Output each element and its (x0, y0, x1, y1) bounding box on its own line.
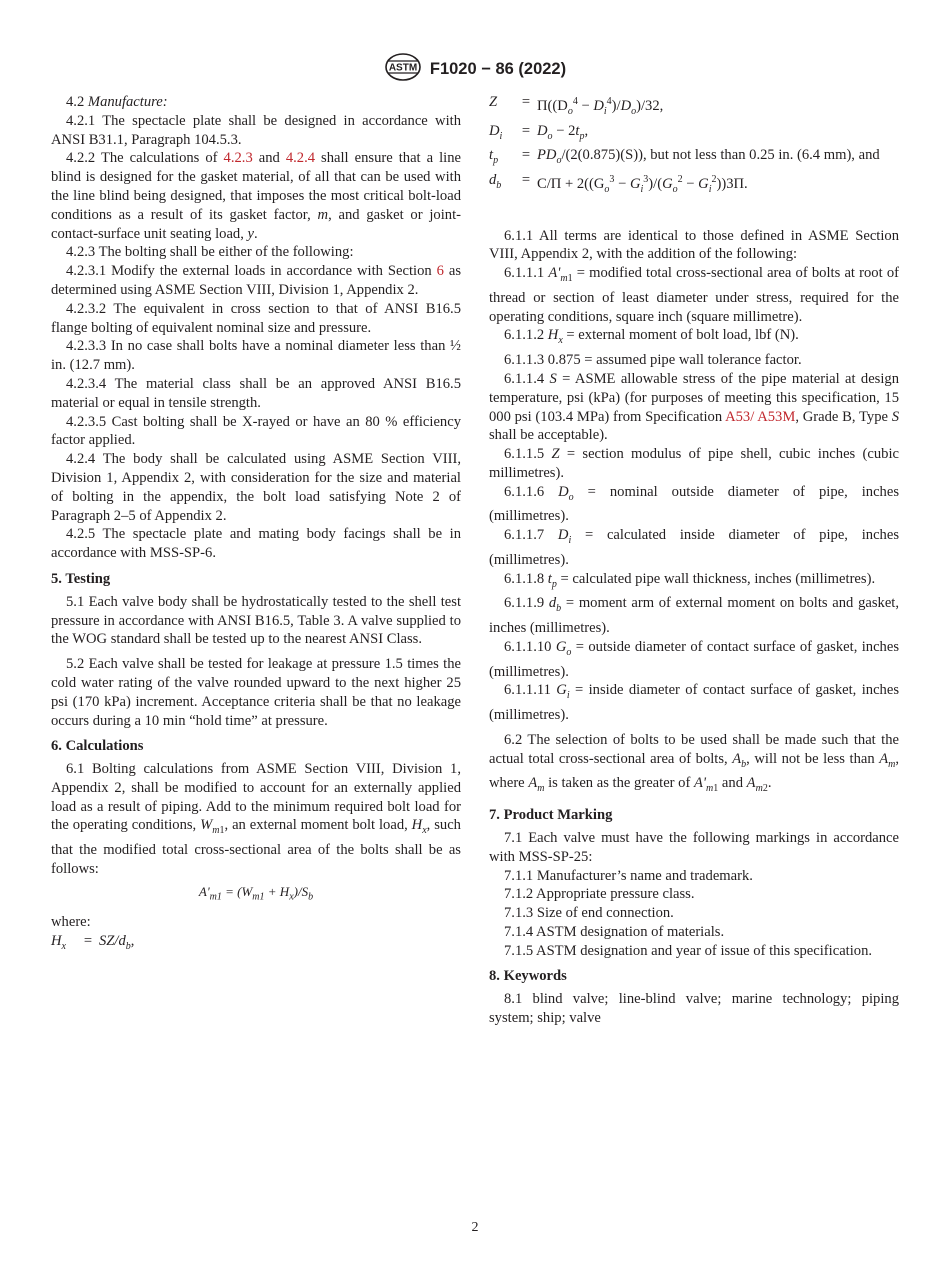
para-6-1-1-9: 6.1.1.9 $d_b$ = moment arm of external moment on bolts and gasket, inches (millimetres). (489, 595, 900, 637)
para-5-2: 5.2 Each valve shall be tested for leakage at pressure 1.5 times the cold water rating of the valve rounded upward to the next higher 25 psi (170 kPa) increment. Acceptance criteria shall be that no leakage occurs during a 10 min “hold time” at pressure. (51, 656, 461, 729)
para-4-2-1: 4.2.1 The spectacle plate shall be designed in accordance with ANSI B31.1, Paragraph 104.5.3. (51, 112, 461, 148)
designation-title: F1020 − 86 (2022) (429, 60, 567, 78)
para-6-1: 6.1 Bolting calculations from ASME Section VIII, Division 1, Appendix 2, shall be modified to account for an externally applied load as a result of piping. Add to the minimum required bolt load for the operating conditions, $W_{m1}$, an external moment bolt load, $H_x$, such that the modified total cross-sectional area of the bolts shall be as follows: (51, 761, 461, 877)
para-7-1-2: 7.1.2 Appropriate pressure class. (504, 886, 695, 903)
def-db: $d_b$ = $C/\Pi + 2((G_o^3 - G_i^3)/(G_o^2 - G_i^2))3\Pi$. (489, 171, 748, 195)
para-6-1-1-7: 6.1.1.7 $D_i$ = calculated inside diameter of pipe, inches (millimetres). (489, 527, 899, 568)
para-6-1-1-2: 6.1.1.2 $H_x$ = external moment of bolt load, lbf (N). (504, 327, 799, 347)
para-6-1-1: 6.1.1 All terms are identical to those defined in ASME Section VIII, Appendix 2, with the addition of the following: (489, 227, 899, 263)
para-7-1: 7.1 Each valve must have the following markings in accordance with MSS-SP-25: (489, 829, 899, 865)
para-4-2-3-5: 4.2.3.5 Cast bolting shall be X-rayed or have an 80 % efficiency factor applied. (51, 413, 461, 449)
para-8-1: 8.1 blind valve; line-blind valve; marine technology; piping system; ship; valve (489, 991, 899, 1027)
para-6-1-1-6: 6.1.1.6 $D_o$ = nominal outside diameter of pipe, inches (millimetres). (489, 483, 900, 525)
def-z: Z = $\Pi((D_o^4 - D_i^4)/D_o)/32$, (489, 94, 664, 117)
para-6-1-1-4: 6.1.1.4 S = ASME allowable stress of the pipe material at design temperature, psi (kPa) (for purposes of meeting this specification, 15 000 psi (103.4 MPa) from Specification A53/ A53M, Grade B, Type S shall be acceptable). (489, 370, 900, 444)
def-di: $D_i$ = $D_o - 2t_p$, (489, 122, 589, 142)
para-4-2-3: 4.2.3 The bolting shall be either of the following: (66, 244, 354, 261)
ref-link-4-2-3[interactable]: 4.2.3 (223, 150, 253, 167)
definitions-right (489, 93, 899, 200)
para-6-1-1-10: 6.1.1.10 $G_o$ = outside diameter of contact surface of gasket, inches (millimetres). (489, 638, 900, 680)
para-4-2-4: 4.2.4 The body shall be calculated using ASME Section VIII, Division 1, Appendix 2, with consideration for the size and material of bolting in the appendix, the bolt load satisfying Note 2 of Paragraph 2–5 of Appendix 2. (51, 451, 461, 524)
para-4-2-3-1: 4.2.3.1 Modify the external loads in accordance with Section 6 as determined using ASME Section VIII, Division 1, Appendix 2. (51, 263, 461, 298)
para-7-1-5: 7.1.5 ASTM designation and year of issue of this specification. (504, 942, 873, 959)
astm-logo-icon (384, 52, 422, 87)
ref-link-section-6[interactable]: 6 (436, 263, 444, 280)
para-4-2-2: 4.2.2 The calculations of 4.2.3 and 4.2.4 shall ensure that a line blind is designed for the gasket material, of all that can be used with the line blind being designed, that imposes the most critical bolt-load conditions as a result of its gasket factor, m, and gasket or joint-contact-surface unit seating load, y. (51, 150, 462, 242)
para-4-2-3-3: 4.2.3.3 In no case shall bolts have a nominal diameter less than ½ in. (12.7 mm). (51, 338, 461, 374)
page-header (0, 52, 950, 87)
para-6-1-1-8: 6.1.1.8 $t_p$ = calculated pipe wall thickness, inches (millimetres). (504, 570, 876, 590)
svg-text:ASTM: ASTM (388, 62, 418, 74)
para-7-1-1: 7.1.1 Manufacturer’s name and trademark. (504, 867, 753, 884)
para-4-2-3-4: 4.2.3.4 The material class shall be an approved ANSI B16.5 material or equal in tensile strength. (51, 375, 461, 411)
para-6-1-1-11: 6.1.1.11 $G_i$ = inside diameter of contact surface of gasket, inches (millimetres). (489, 682, 899, 724)
para-4-2-5: 4.2.5 The spectacle plate and mating body facings shall be in accordance with MSS-SP-6. (51, 526, 461, 562)
section-7-heading: 7. Product Marking (489, 807, 613, 824)
para-7-1-4: 7.1.4 ASTM designation of materials. (504, 923, 725, 940)
section-4-2-title: 4.2 Manufacture: (66, 94, 168, 110)
section-6-heading: 6. Calculations (51, 738, 144, 755)
ref-link-4-2-4[interactable]: 4.2.4 (285, 150, 316, 167)
definitions-left (51, 932, 461, 957)
para-5-1: 5.1 Each valve body shall be hydrostatically tested to the shell test pressure in accordance with ANSI B16.5, Table 3. A valve supplied to the WOG standard shall be tested up to the nearest ANSI Class. (51, 593, 461, 648)
left-column (51, 93, 461, 957)
para-4-2-3-2: 4.2.3.2 The equivalent in cross section to that of ANSI B16.5 flange bolting of equivalent nominal size and pressure. (51, 300, 461, 336)
section-8-heading: 8. Keywords (489, 968, 567, 985)
right-column (489, 93, 899, 1028)
para-6-1-1-1: 6.1.1.1 $A'_{m1}$ = modified total cross-sectional area of bolts at root of thread or section of least diameter under stress, required for the operating conditions, square inch (square millimetre). (489, 265, 899, 325)
para-7-1-3: 7.1.3 Size of end connection. (504, 905, 674, 922)
para-6-1-1-5: 6.1.1.5 Z = section modulus of pipe shell, cubic inches (cubic millimetres). (489, 446, 899, 481)
where-label: where: (51, 914, 91, 931)
ref-link-a53[interactable]: A53/ A53M (725, 408, 796, 425)
para-6-1-1-3: 6.1.1.3 0.875 = assumed pipe wall tolerance factor. (504, 352, 802, 369)
page-number: 2 (471, 1220, 479, 1235)
def-tp: $t_p$ = $PD_o/(2(0.875)(S))$, but not less than 0.25 in. (6.4 mm), and (489, 147, 880, 167)
para-6-2: 6.2 The selection of bolts to be used shall be made such that the actual total cross-sectional area of bolts, $A_b$, will not be less than $A_m$, where $A_m$ is taken as the greater of $A'_{m1}$ and $A_{m2}$. (489, 731, 900, 795)
equation-a-m1: $A'_{m1} = (W_{m1} + H_x)/S_b$ (198, 883, 314, 903)
def-hx: $H_x$ = $SZ/d_b$, (51, 932, 135, 952)
section-5-heading: 5. Testing (51, 570, 111, 587)
